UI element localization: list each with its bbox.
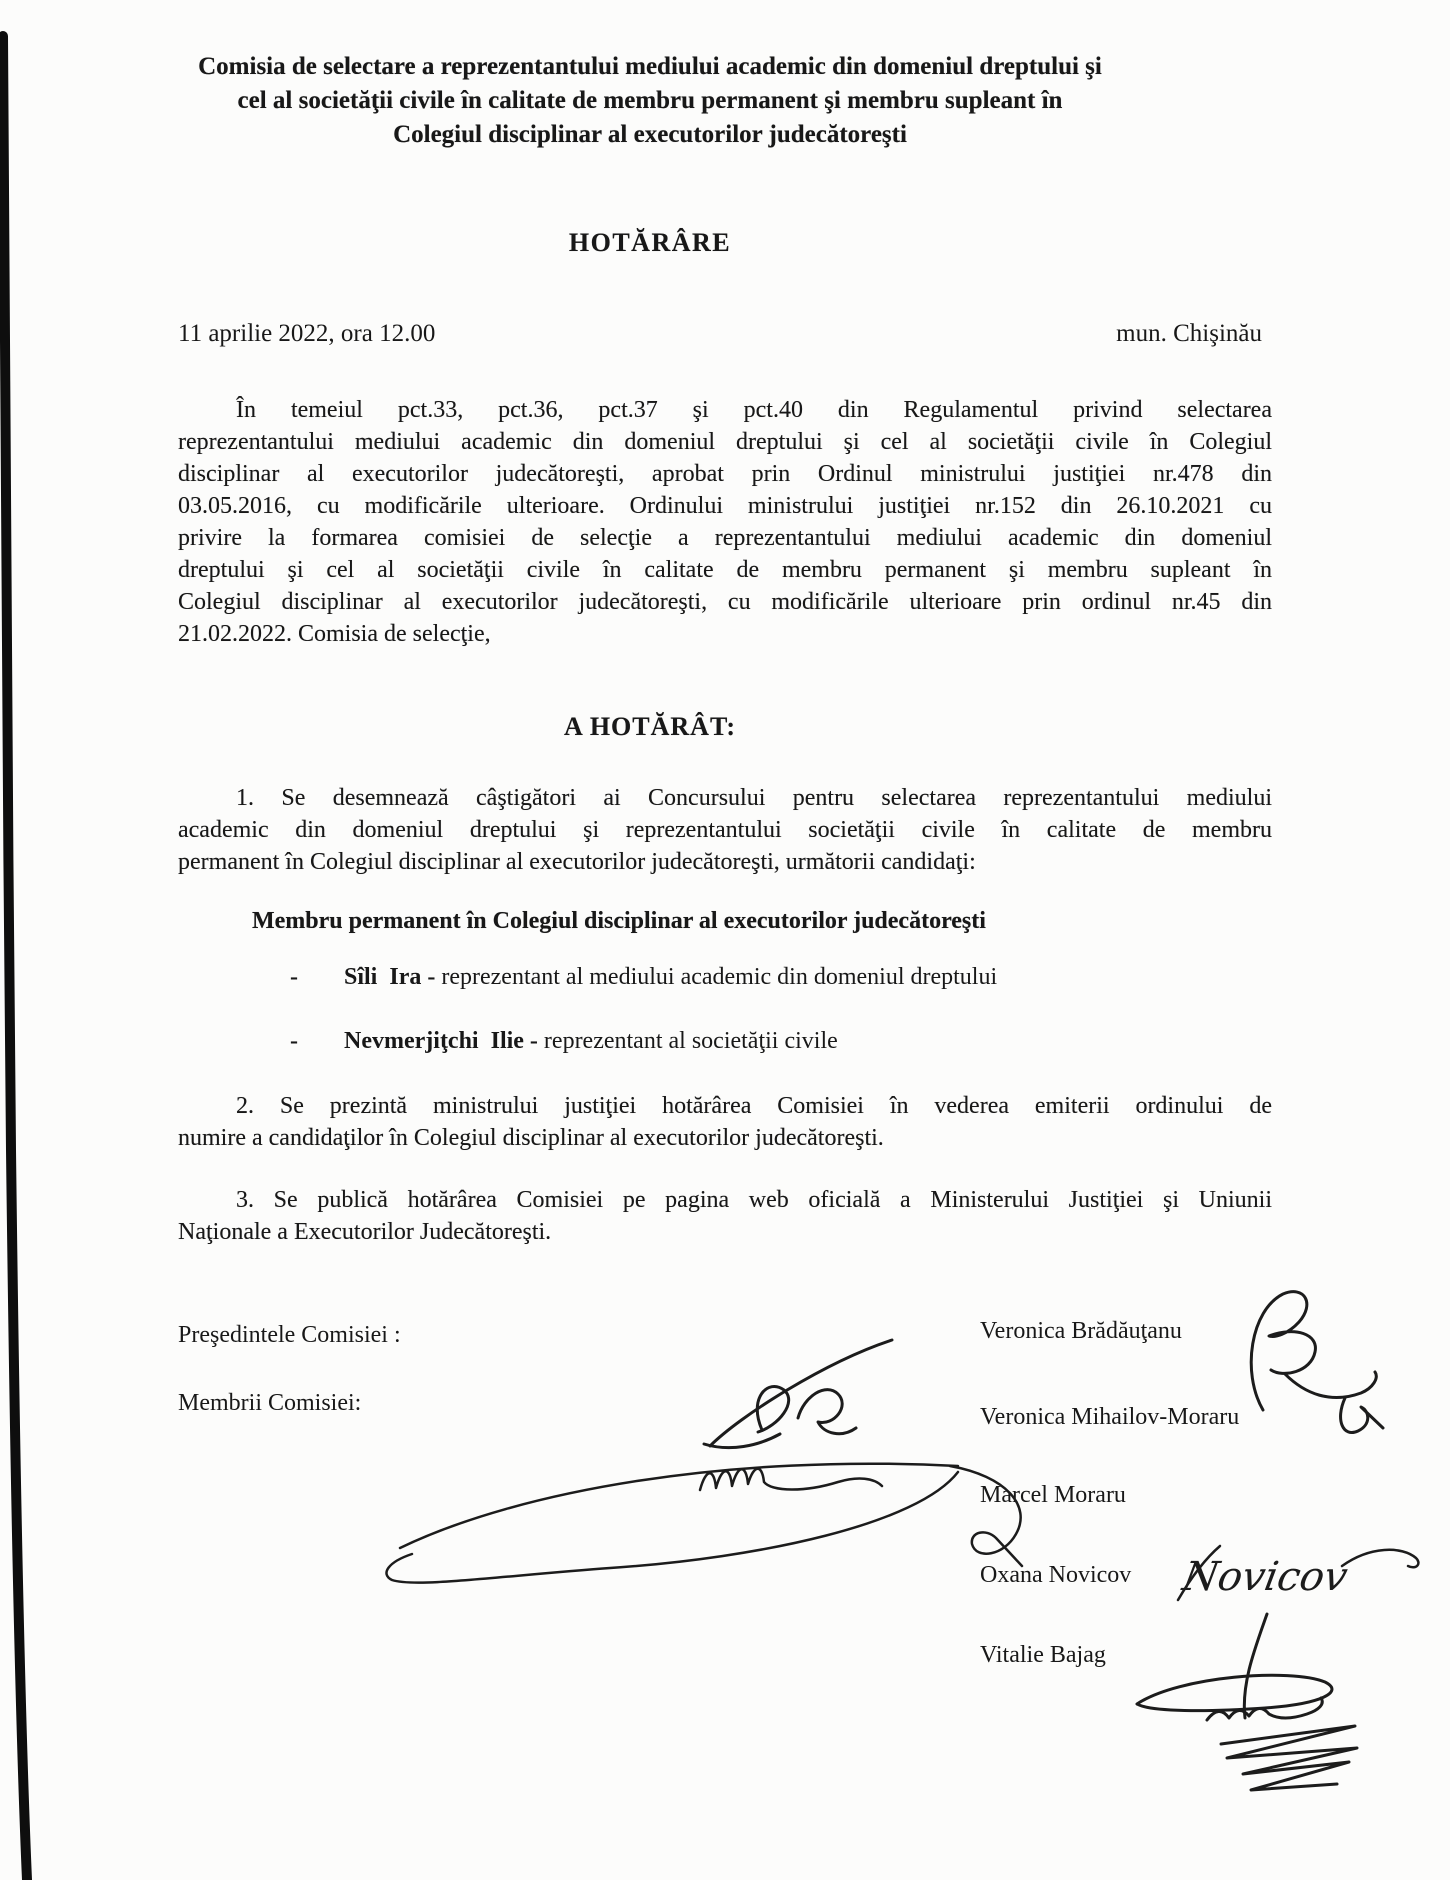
signer-name-marcel-moraru: Marcel Moraru bbox=[980, 1482, 1126, 1508]
text-line: 03.05.2016, cu modificările ulterioare. Ordinului ministrului justiţiei nr.152 din 26.10.2021 cu bbox=[178, 493, 1272, 519]
text-line: 3. Se publică hotărârea Comisiei pe pagina web oficială a Ministerului Justiţiei şi Uniunii bbox=[236, 1187, 1272, 1213]
marcel-moraru-signature bbox=[370, 1428, 1050, 1603]
place: mun. Chişinău bbox=[1116, 320, 1262, 347]
preamble-paragraph bbox=[178, 394, 1272, 650]
candidate-name: Nevmerjiţchi Ilie - bbox=[344, 1028, 538, 1054]
point-2-paragraph bbox=[178, 1090, 1272, 1154]
signer-name-bradautanu: Veronica Brădăuţanu bbox=[980, 1318, 1182, 1344]
text-line: 1. Se desemnează câştigători ai Concursului pentru selectarea reprezentantului mediului bbox=[236, 785, 1272, 811]
text-line: 2. Se prezintă ministrului justiţiei hotărârea Comisiei în vederea emiterii ordinului de bbox=[236, 1093, 1272, 1119]
text-line: numire a candidaţilor în Colegiul disciplinar al executorilor judecătoreşti. bbox=[178, 1125, 884, 1151]
text-line: Comisia de selectare a reprezentantului mediului academic din domeniul dreptului şi bbox=[198, 53, 1102, 80]
text-line: 21.02.2022. Comisia de selecţie, bbox=[178, 621, 491, 647]
decision-word-heading: HOTĂRÂRE bbox=[568, 228, 732, 257]
text-line: reprezentantului mediului academic din domeniul dreptului şi cel al societăţii civile în Colegiul bbox=[178, 429, 1272, 455]
date-time: 11 aprilie 2022, ora 12.00 bbox=[178, 320, 436, 347]
novicov-signature bbox=[1170, 1528, 1430, 1618]
signer-name-mihailov-moraru: Veronica Mihailov-Moraru bbox=[980, 1404, 1240, 1430]
point-1-paragraph bbox=[178, 782, 1272, 878]
candidate-description: reprezentant al mediului academic din domeniul dreptului bbox=[441, 964, 998, 990]
signer-name-oxana-novicov: Oxana Novicov bbox=[980, 1562, 1132, 1588]
document-title bbox=[178, 50, 1122, 152]
resolution-heading: A HOTĂRÂT: bbox=[563, 712, 737, 741]
text-line: privire la formarea comisiei de selecţie a reprezentantului mediului academic din domeniul bbox=[178, 525, 1272, 551]
president-label: Preşedintele Comisiei : bbox=[178, 1322, 401, 1348]
bajag-signature bbox=[1115, 1608, 1375, 1818]
text-line: cel al societăţii civile în calitate de membru permanent şi membru supleant în bbox=[237, 87, 1063, 114]
text-line: În temeiul pct.33, pct.36, pct.37 şi pct.40 din Regulamentul privind selectarea bbox=[236, 397, 1272, 423]
text-line: academic din domeniul dreptului şi reprezentantului societăţii civile în calitate de membru bbox=[178, 817, 1272, 843]
list-item bbox=[290, 964, 997, 991]
candidate-description: reprezentant al societăţii civile bbox=[543, 1028, 838, 1054]
text-line: Colegiul disciplinar al executorilor judecătoreşti, cu modificările ulterioare prin ordinul nr.45 din bbox=[178, 589, 1272, 615]
candidate-name: Sîli Ira - bbox=[344, 964, 436, 990]
bullet-dash: - bbox=[290, 1028, 298, 1054]
point-3-paragraph bbox=[178, 1184, 1272, 1248]
list-item bbox=[290, 1028, 838, 1055]
members-label: Membrii Comisiei: bbox=[178, 1390, 362, 1416]
signer-name-vitalie-bajag: Vitalie Bajag bbox=[980, 1642, 1106, 1668]
text-line: permanent în Colegiul disciplinar al executorilor judecătoreşti, următorii candidaţi: bbox=[178, 849, 976, 875]
bradautanu-signature bbox=[1225, 1280, 1395, 1460]
bullet-dash: - bbox=[290, 964, 298, 990]
text-line: disciplinar al executorilor judecătoreşti, aprobat prin Ordinul ministrului justiţiei nr.478 din bbox=[178, 461, 1272, 487]
novicov-script-text: Novicov bbox=[1179, 1553, 1352, 1600]
text-line: dreptului şi cel al societăţii civile în calitate de membru permanent şi membru supleant în bbox=[178, 557, 1272, 583]
member-subheading: Membru permanent în Colegiul disciplinar al executorilor judecătoreşti bbox=[252, 908, 986, 934]
text-line: Colegiul disciplinar al executorilor judecătoreşti bbox=[393, 121, 907, 148]
date-place-row bbox=[178, 320, 1262, 348]
text-line: Naţionale a Executorilor Judecătoreşti. bbox=[178, 1219, 552, 1245]
scan-edge-artifact bbox=[0, 0, 46, 1880]
